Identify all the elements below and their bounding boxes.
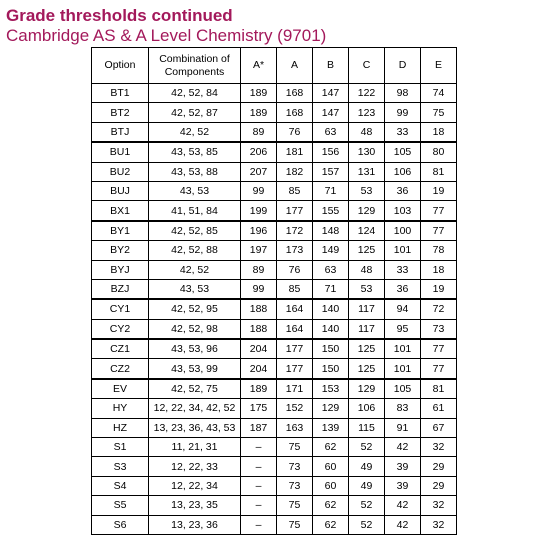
table-row xyxy=(92,457,457,476)
table-row xyxy=(92,299,457,319)
grade-b-cell: 62 xyxy=(313,515,349,534)
grade-c-cell: 49 xyxy=(349,476,385,495)
grade-c-cell: 53 xyxy=(349,279,385,299)
grade-e-cell: 19 xyxy=(421,181,457,200)
page-subtitle: Cambridge AS & A Level Chemistry (9701) xyxy=(6,26,327,45)
grade-a-cell: 76 xyxy=(277,260,313,279)
grade-a-cell: 177 xyxy=(277,339,313,359)
grade-a-star-cell: 196 xyxy=(241,221,277,241)
combination-cell: 13, 23, 36 xyxy=(149,515,241,534)
header-grade-a: A xyxy=(277,48,313,84)
grade-b-cell: 63 xyxy=(313,260,349,279)
option-cell: S5 xyxy=(92,496,149,515)
grade-a-cell: 85 xyxy=(277,279,313,299)
grade-e-cell: 61 xyxy=(421,399,457,418)
grade-a-star-cell: – xyxy=(241,496,277,515)
grade-e-cell: 75 xyxy=(421,103,457,122)
grade-a-cell: 75 xyxy=(277,438,313,457)
grade-b-cell: 153 xyxy=(313,379,349,399)
table-row xyxy=(92,379,457,399)
grade-d-cell: 105 xyxy=(385,142,421,162)
grade-e-cell: 81 xyxy=(421,162,457,181)
option-cell: S1 xyxy=(92,438,149,457)
grade-c-cell: 106 xyxy=(349,399,385,418)
grade-a-star-cell: – xyxy=(241,457,277,476)
grade-a-cell: 73 xyxy=(277,457,313,476)
table-row xyxy=(92,142,457,162)
combination-cell: 13, 23, 35 xyxy=(149,496,241,515)
option-cell: BUJ xyxy=(92,181,149,200)
table-row xyxy=(92,181,457,200)
grade-a-cell: 177 xyxy=(277,201,313,221)
combination-cell: 43, 53, 96 xyxy=(149,339,241,359)
table-row xyxy=(92,399,457,418)
grade-c-cell: 125 xyxy=(349,359,385,379)
header-grade-a-star: A* xyxy=(241,48,277,84)
option-cell: CY2 xyxy=(92,319,149,339)
grade-b-cell: 139 xyxy=(313,418,349,437)
table-row xyxy=(92,438,457,457)
grade-e-cell: 18 xyxy=(421,260,457,279)
grade-d-cell: 39 xyxy=(385,457,421,476)
grade-e-cell: 77 xyxy=(421,359,457,379)
header-grade-d: D xyxy=(385,48,421,84)
grade-c-cell: 53 xyxy=(349,181,385,200)
option-cell: EV xyxy=(92,379,149,399)
grade-a-star-cell: 89 xyxy=(241,122,277,142)
combination-cell: 42, 52, 95 xyxy=(149,299,241,319)
grade-e-cell: 77 xyxy=(421,201,457,221)
grade-e-cell: 74 xyxy=(421,84,457,103)
table-row xyxy=(92,260,457,279)
grade-a-cell: 75 xyxy=(277,515,313,534)
grade-d-cell: 91 xyxy=(385,418,421,437)
table-row xyxy=(92,515,457,534)
grade-a-star-cell: 188 xyxy=(241,299,277,319)
grade-d-cell: 95 xyxy=(385,319,421,339)
grade-c-cell: 125 xyxy=(349,241,385,260)
option-cell: S6 xyxy=(92,515,149,534)
grade-b-cell: 150 xyxy=(313,339,349,359)
grade-a-star-cell: 199 xyxy=(241,201,277,221)
grade-b-cell: 62 xyxy=(313,496,349,515)
combination-cell: 41, 51, 84 xyxy=(149,201,241,221)
grade-b-cell: 71 xyxy=(313,279,349,299)
grade-c-cell: 48 xyxy=(349,122,385,142)
combination-cell: 42, 52, 87 xyxy=(149,103,241,122)
grade-c-cell: 115 xyxy=(349,418,385,437)
grade-d-cell: 33 xyxy=(385,260,421,279)
header-grade-c: C xyxy=(349,48,385,84)
grade-d-cell: 39 xyxy=(385,476,421,495)
combination-cell: 42, 52, 98 xyxy=(149,319,241,339)
option-cell: HZ xyxy=(92,418,149,437)
grade-a-star-cell: 188 xyxy=(241,319,277,339)
grade-d-cell: 94 xyxy=(385,299,421,319)
grade-a-cell: 177 xyxy=(277,359,313,379)
grade-e-cell: 32 xyxy=(421,496,457,515)
table-row xyxy=(92,359,457,379)
grade-d-cell: 36 xyxy=(385,279,421,299)
grade-e-cell: 29 xyxy=(421,476,457,495)
combination-cell: 42, 52 xyxy=(149,122,241,142)
combination-cell: 42, 52, 88 xyxy=(149,241,241,260)
grade-e-cell: 32 xyxy=(421,438,457,457)
grade-e-cell: 72 xyxy=(421,299,457,319)
table-row xyxy=(92,418,457,437)
combination-cell: 13, 23, 36, 43, 53 xyxy=(149,418,241,437)
grade-d-cell: 42 xyxy=(385,496,421,515)
grade-d-cell: 100 xyxy=(385,221,421,241)
grade-e-cell: 18 xyxy=(421,122,457,142)
option-cell: BT2 xyxy=(92,103,149,122)
option-cell: BYJ xyxy=(92,260,149,279)
header-grade-e: E xyxy=(421,48,457,84)
grade-c-cell: 131 xyxy=(349,162,385,181)
grade-e-cell: 32 xyxy=(421,515,457,534)
option-cell: BU2 xyxy=(92,162,149,181)
grade-e-cell: 77 xyxy=(421,339,457,359)
grade-a-cell: 173 xyxy=(277,241,313,260)
grade-d-cell: 36 xyxy=(385,181,421,200)
grade-b-cell: 156 xyxy=(313,142,349,162)
combination-cell: 42, 52, 75 xyxy=(149,379,241,399)
option-cell: BT1 xyxy=(92,84,149,103)
grade-a-star-cell: 189 xyxy=(241,379,277,399)
grade-a-cell: 85 xyxy=(277,181,313,200)
grade-e-cell: 67 xyxy=(421,418,457,437)
grade-c-cell: 123 xyxy=(349,103,385,122)
grade-c-cell: 52 xyxy=(349,496,385,515)
grade-d-cell: 83 xyxy=(385,399,421,418)
table-row xyxy=(92,476,457,495)
grade-a-cell: 163 xyxy=(277,418,313,437)
grade-e-cell: 78 xyxy=(421,241,457,260)
grade-a-star-cell: – xyxy=(241,438,277,457)
header-grade-b: B xyxy=(313,48,349,84)
option-cell: CY1 xyxy=(92,299,149,319)
grade-b-cell: 140 xyxy=(313,299,349,319)
grade-b-cell: 148 xyxy=(313,221,349,241)
grade-e-cell: 77 xyxy=(421,221,457,241)
table-row xyxy=(92,339,457,359)
option-cell: BTJ xyxy=(92,122,149,142)
grade-c-cell: 52 xyxy=(349,515,385,534)
grade-e-cell: 81 xyxy=(421,379,457,399)
grade-b-cell: 60 xyxy=(313,476,349,495)
grade-a-star-cell: 206 xyxy=(241,142,277,162)
table-row xyxy=(92,162,457,181)
grade-d-cell: 101 xyxy=(385,241,421,260)
combination-cell: 43, 53, 85 xyxy=(149,142,241,162)
grade-b-cell: 147 xyxy=(313,84,349,103)
combination-cell: 11, 21, 31 xyxy=(149,438,241,457)
grade-b-cell: 129 xyxy=(313,399,349,418)
grade-a-star-cell: 189 xyxy=(241,84,277,103)
option-cell: S4 xyxy=(92,476,149,495)
grade-a-cell: 168 xyxy=(277,84,313,103)
option-cell: CZ1 xyxy=(92,339,149,359)
grade-e-cell: 80 xyxy=(421,142,457,162)
combination-cell: 42, 52 xyxy=(149,260,241,279)
grade-a-star-cell: 99 xyxy=(241,181,277,200)
grade-a-star-cell: 207 xyxy=(241,162,277,181)
table-row xyxy=(92,122,457,142)
grade-d-cell: 33 xyxy=(385,122,421,142)
option-cell: BZJ xyxy=(92,279,149,299)
grade-a-cell: 152 xyxy=(277,399,313,418)
grade-a-cell: 172 xyxy=(277,221,313,241)
combination-cell: 12, 22, 34, 42, 52 xyxy=(149,399,241,418)
grade-b-cell: 60 xyxy=(313,457,349,476)
grade-a-cell: 171 xyxy=(277,379,313,399)
grade-a-star-cell: – xyxy=(241,476,277,495)
grade-d-cell: 101 xyxy=(385,359,421,379)
grade-c-cell: 117 xyxy=(349,299,385,319)
grade-c-cell: 129 xyxy=(349,201,385,221)
grade-d-cell: 106 xyxy=(385,162,421,181)
grade-a-star-cell: 89 xyxy=(241,260,277,279)
combination-cell: 42, 52, 84 xyxy=(149,84,241,103)
grade-a-cell: 182 xyxy=(277,162,313,181)
grade-a-star-cell: 189 xyxy=(241,103,277,122)
grade-c-cell: 124 xyxy=(349,221,385,241)
grade-c-cell: 122 xyxy=(349,84,385,103)
grade-a-cell: 168 xyxy=(277,103,313,122)
grade-b-cell: 147 xyxy=(313,103,349,122)
page-title: Grade thresholds continued xyxy=(6,6,233,25)
combination-cell: 12, 22, 34 xyxy=(149,476,241,495)
table-row xyxy=(92,496,457,515)
grade-e-cell: 19 xyxy=(421,279,457,299)
grade-a-cell: 73 xyxy=(277,476,313,495)
header-option: Option xyxy=(92,48,149,84)
grade-a-star-cell: 187 xyxy=(241,418,277,437)
grade-c-cell: 129 xyxy=(349,379,385,399)
table-row xyxy=(92,84,457,103)
option-cell: BY2 xyxy=(92,241,149,260)
grade-a-star-cell: – xyxy=(241,515,277,534)
grade-a-star-cell: 197 xyxy=(241,241,277,260)
header-row xyxy=(92,48,457,84)
grade-a-cell: 181 xyxy=(277,142,313,162)
grade-b-cell: 150 xyxy=(313,359,349,379)
grade-a-cell: 76 xyxy=(277,122,313,142)
grade-a-star-cell: 204 xyxy=(241,339,277,359)
grade-a-star-cell: 175 xyxy=(241,399,277,418)
grade-b-cell: 149 xyxy=(313,241,349,260)
grade-thresholds-table xyxy=(91,47,457,535)
grade-b-cell: 155 xyxy=(313,201,349,221)
grade-d-cell: 105 xyxy=(385,379,421,399)
option-cell: BX1 xyxy=(92,201,149,221)
combination-cell: 12, 22, 33 xyxy=(149,457,241,476)
table-row xyxy=(92,241,457,260)
grade-c-cell: 52 xyxy=(349,438,385,457)
grade-d-cell: 103 xyxy=(385,201,421,221)
combination-cell: 43, 53, 88 xyxy=(149,162,241,181)
option-cell: CZ2 xyxy=(92,359,149,379)
grade-a-cell: 164 xyxy=(277,319,313,339)
grade-d-cell: 98 xyxy=(385,84,421,103)
grade-c-cell: 125 xyxy=(349,339,385,359)
grade-a-cell: 75 xyxy=(277,496,313,515)
grade-c-cell: 130 xyxy=(349,142,385,162)
combination-cell: 43, 53, 99 xyxy=(149,359,241,379)
option-cell: BY1 xyxy=(92,221,149,241)
table-row xyxy=(92,201,457,221)
grade-d-cell: 42 xyxy=(385,515,421,534)
option-cell: HY xyxy=(92,399,149,418)
grade-a-star-cell: 99 xyxy=(241,279,277,299)
grade-c-cell: 49 xyxy=(349,457,385,476)
grade-e-cell: 29 xyxy=(421,457,457,476)
grade-d-cell: 42 xyxy=(385,438,421,457)
grade-a-star-cell: 204 xyxy=(241,359,277,379)
table-row xyxy=(92,103,457,122)
combination-cell: 43, 53 xyxy=(149,279,241,299)
option-cell: S3 xyxy=(92,457,149,476)
grade-b-cell: 140 xyxy=(313,319,349,339)
table-row xyxy=(92,279,457,299)
combination-cell: 42, 52, 85 xyxy=(149,221,241,241)
grade-b-cell: 62 xyxy=(313,438,349,457)
header-combination: Combination of Components xyxy=(149,48,241,84)
grade-b-cell: 63 xyxy=(313,122,349,142)
grade-a-cell: 164 xyxy=(277,299,313,319)
option-cell: BU1 xyxy=(92,142,149,162)
grade-b-cell: 157 xyxy=(313,162,349,181)
grade-d-cell: 101 xyxy=(385,339,421,359)
grade-c-cell: 48 xyxy=(349,260,385,279)
table-row xyxy=(92,319,457,339)
grade-e-cell: 73 xyxy=(421,319,457,339)
table-row xyxy=(92,221,457,241)
grade-b-cell: 71 xyxy=(313,181,349,200)
grade-c-cell: 117 xyxy=(349,319,385,339)
combination-cell: 43, 53 xyxy=(149,181,241,200)
grade-d-cell: 99 xyxy=(385,103,421,122)
